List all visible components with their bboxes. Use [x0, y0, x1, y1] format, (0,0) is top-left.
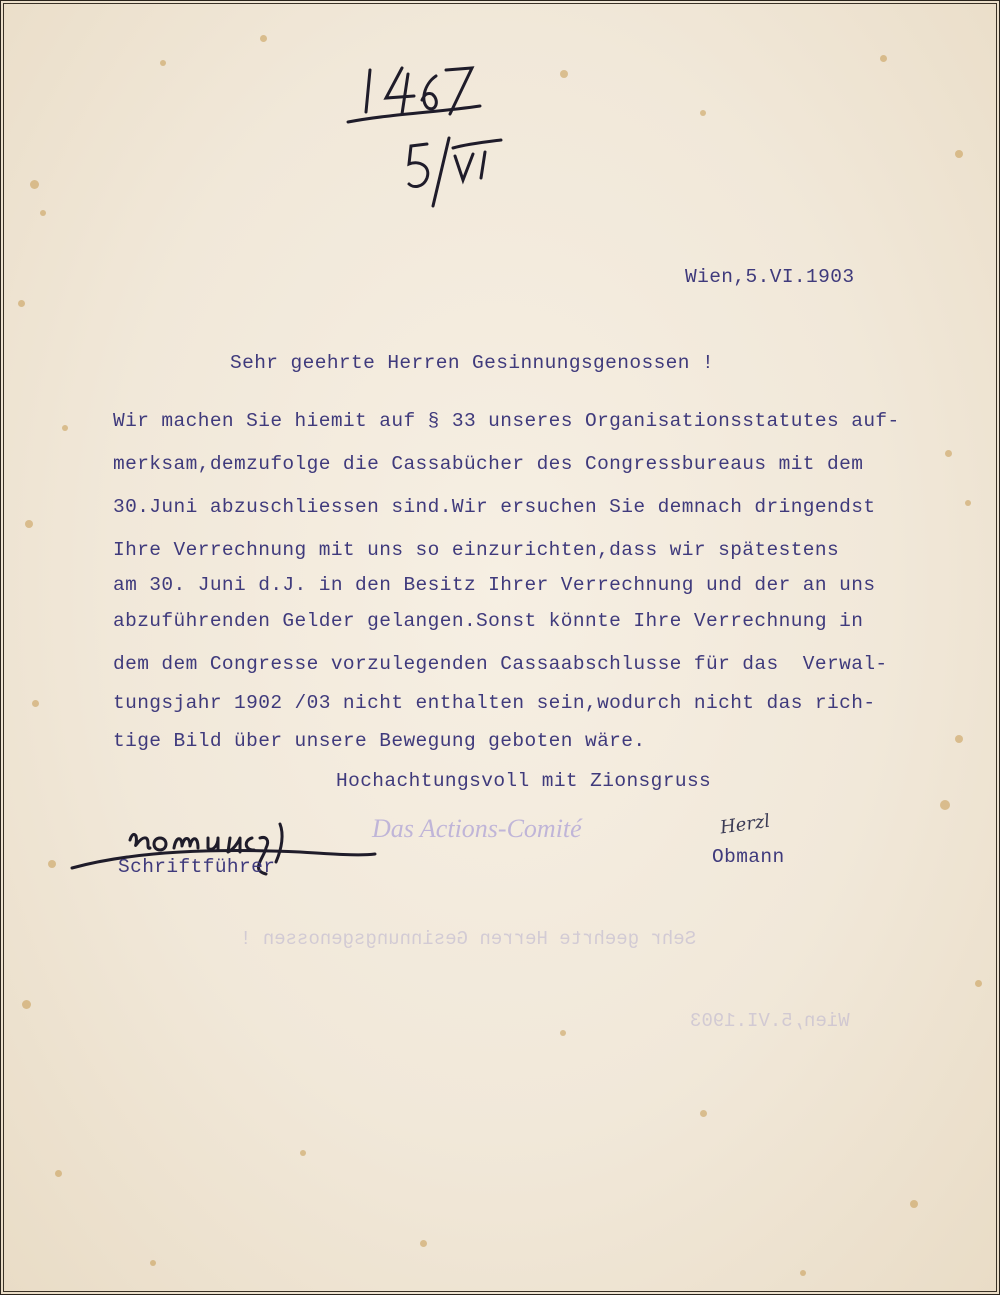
show-through-line: Sehr geehrte Herren Gesinnungsgenossen ! — [240, 928, 697, 950]
body-line: tungsjahr 1902 /03 nicht enthalten sein,wodurch nicht das rich- — [113, 692, 876, 714]
place-date: Wien,5.VI.1903 — [685, 266, 855, 288]
show-through-line: Wien,5.VI.1903 — [690, 1010, 850, 1032]
body-line: am 30. Juni d.J. in den Besitz Ihrer Verrechnung und der an uns — [113, 574, 876, 596]
closing: Hochachtungsvoll mit Zionsgruss — [336, 770, 712, 792]
committee-stamp: Das Actions-Comité — [372, 814, 582, 843]
salutation: Sehr geehrte Herren Gesinnungsgenossen ! — [230, 352, 715, 374]
chairman-label: Obmann — [712, 846, 785, 868]
body-line: 30.Juni abzuschliessen sind.Wir ersuchen Sie demnach dringendst — [113, 496, 876, 518]
body-line: Ihre Verrechnung mit uns so einzurichten,dass wir spätestens — [113, 539, 840, 561]
handwritten-date — [405, 130, 515, 215]
body-line: merksam,demzufolge die Cassabücher des Congressbureaus mit dem — [113, 453, 864, 475]
body-line: abzuführenden Gelder gelangen.Sonst könnte Ihre Verrechnung in — [113, 610, 864, 632]
body-line: Wir machen Sie hiemit auf § 33 unseres Organisationsstatutes auf- — [113, 410, 900, 432]
body-line: dem dem Congresse vorzulegenden Cassaabschlusse für das Verwal- — [113, 653, 888, 675]
body-line: tige Bild über unsere Bewegung geboten wäre. — [113, 730, 646, 752]
chairman-signature: Herzl — [718, 810, 772, 839]
handwritten-number — [340, 40, 490, 135]
secretary-label: Schriftführer — [118, 856, 276, 878]
